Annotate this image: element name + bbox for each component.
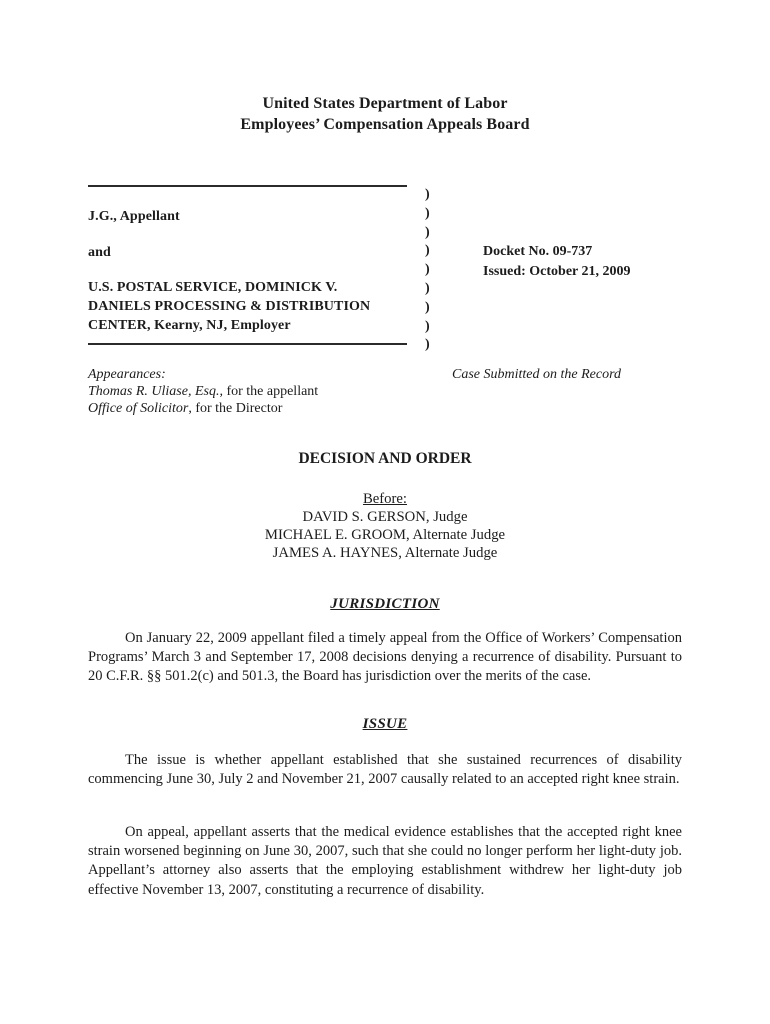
caption-paren: ) <box>425 262 430 278</box>
appearances-label: Appearances: <box>88 367 166 382</box>
caption-paren: ) <box>425 318 430 334</box>
judge-name-1: DAVID S. GERSON, Judge <box>302 509 468 525</box>
issue-heading: ISSUE <box>362 716 408 732</box>
judge-name-2: MICHAEL E. GROOM, Alternate Judge <box>264 527 506 543</box>
jurisdiction-paragraph: On January 22, 2009 appellant filed a timely appeal from the Office of Workers’ Compensation Programs’ March 3 and September 17, 2008 decisions denying a recurrence of disability. Pursuant to 20 C.F.R. §§ 501.2(c) and 501.3, the Board has jurisdiction over the merits of the case. <box>88 630 682 685</box>
decision-title: DECISION AND ORDER <box>298 450 472 467</box>
employer-line-3: CENTER, Kearny, NJ, Employer <box>88 318 291 333</box>
docket-number: Docket No. 09-737 <box>483 244 593 259</box>
caption-paren: ) <box>425 337 430 353</box>
director-counsel-name: Office of Solicitor <box>88 401 189 417</box>
director-counsel-role: , for the Director <box>188 401 283 417</box>
panel-block <box>0 490 770 562</box>
before-label: Before: <box>362 491 408 507</box>
director-counsel-line <box>88 400 318 417</box>
jurisdiction-heading: JURISDICTION <box>330 596 440 612</box>
caption-paren: ) <box>425 243 430 259</box>
appellant-counsel-name: Thomas R. Uliase, Esq., <box>88 384 223 400</box>
caption-paren: ) <box>425 205 430 221</box>
employer-line-1: U.S. POSTAL SERVICE, DOMINICK V. <box>88 280 338 295</box>
employer-line-2: DANIELS PROCESSING & DISTRIBUTION <box>88 299 371 314</box>
submission-note: Case Submitted on the Record <box>452 367 622 382</box>
issue-paragraph-1: The issue is whether appellant established that she sustained recurrences of disability commencing June 30, July 2 and November 21, 2007 causally related to an accepted right knee strain. <box>88 752 682 788</box>
header-board-line: Employees’ Compensation Appeals Board <box>240 116 530 133</box>
header-agency-line: United States Department of Labor <box>262 95 508 112</box>
issued-date: Issued: October 21, 2009 <box>483 263 631 279</box>
caption-paren: ) <box>425 224 430 240</box>
caption-paren: ) <box>425 299 430 315</box>
caption-paren-column <box>425 186 430 355</box>
caption-conjunction: and <box>88 245 111 260</box>
judge-name-3: JAMES A. HAYNES, Alternate Judge <box>272 545 498 561</box>
caption-paren: ) <box>425 280 430 296</box>
document-header <box>0 93 770 135</box>
appearances-block <box>88 366 318 418</box>
caption-paren: ) <box>425 187 430 202</box>
appellant-counsel-role: for the appellant <box>222 384 319 400</box>
caption-top-rule <box>88 185 407 187</box>
docket-block <box>483 242 631 281</box>
appellant-name: J.G., Appellant <box>88 209 180 224</box>
appellant-counsel-line <box>88 383 318 400</box>
issue-paragraph-2: On appeal, appellant asserts that the medical evidence establishes that the accepted right knee strain worsened beginning on June 30, 2007, such that she could no longer perform her light-duty job. Appellant’s attorney also asserts that the employing establishment withdrew her light-duty job effective November 13, 2007, constituting a recurrence of disability. <box>88 824 682 898</box>
caption-bottom-rule <box>88 343 407 345</box>
